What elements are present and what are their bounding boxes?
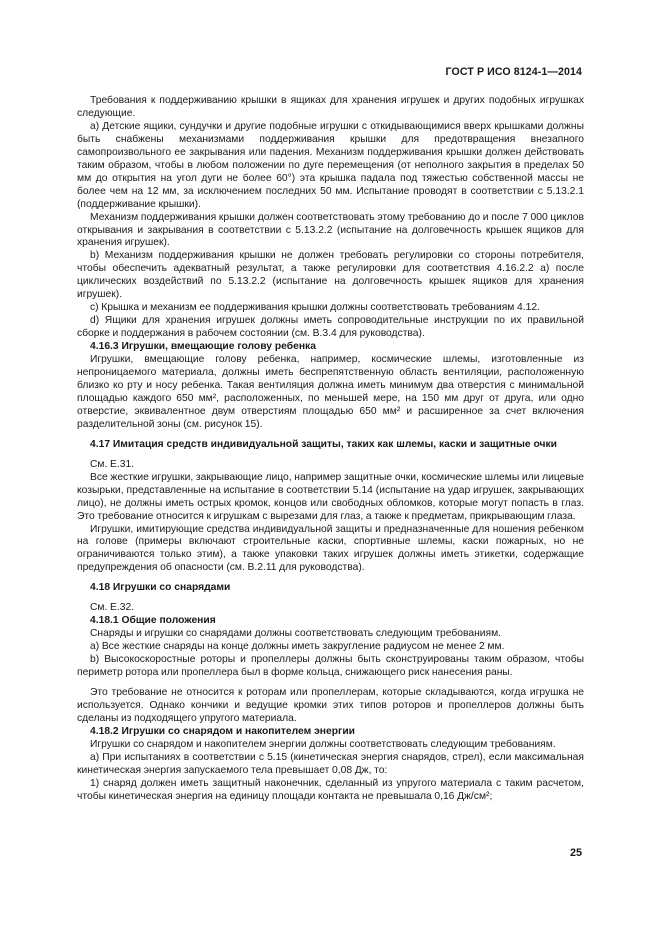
paragraph: Игрушки, имитирующие средства индивидуальной защиты и предназначенные для ношения ребенком на голове (примеры включают строительные каски, спортивные шлемы, каски пожарных, но не ограничиваются только этим), а также упаковки таких игрушек должны иметь этикетки, содержащие предупреждения об опасности (см. В.2.11 для руководства). (77, 523, 584, 574)
list-item-a: а) Все жесткие снаряды на конце должны иметь закругление радиусом не менее 2 мм. (90, 641, 505, 653)
page-body (77, 95, 584, 804)
list-item-c: с) Крышка и механизм ее поддерживания крышки должны соответствовать требованиям 4.12. (90, 302, 540, 314)
paragraph: Это требование не относится к роторам или пропеллерам, которые складываются, когда игрушка не используется. Однако кончики и ведущие кромки этих типов роторов и пропеллеров должны быть сделаны из подходящего упругого материала. (77, 686, 584, 724)
paragraph: Механизм поддерживания крышки должен соответствовать этому требованию до и после 7 000 циклов открывания и закрывания в соответствии с 5.13.2.2 (испытание на долговечность крышек ящиков для хранения игрушек). (77, 211, 584, 249)
cross-reference: См. Е.32. (90, 602, 135, 614)
paragraph: Требования к поддерживанию крышки в ящиках для хранения игрушек и других подобных игрушках следующие. (77, 95, 584, 119)
list-item-d: d) Ящики для хранения игрушек должны иметь сопроводительные инструкции по их правильной сборке и поддержания в рабочем состоянии (см. В.3.4 для руководства). (77, 315, 584, 340)
paragraph: Снаряды и игрушки со снарядами должны соответствовать следующим требованиям. (90, 628, 502, 640)
list-item-b: b) Высокоскоростные роторы и пропеллеры должны быть сконструированы таким образом, чтобы периметр ротора или пропеллера был в форме кольца, снижающего риск нанесения раны. (77, 654, 584, 679)
paragraph: Все жесткие игрушки, закрывающие лицо, например защитные очки, космические шлемы или лицевые козырьки, представленные на испытание в соответствии 5.14 (испытание на удар игрушек, закрывающих лицо), не должны иметь острых кромок, концов или свободных обломков, которые могут попасть в глаз. Это требование относится к игрушкам с вырезами для глаз, а также к предметам, прикрывающим глаза. (77, 471, 584, 522)
section-heading-4-18: 4.18 Игрушки со снарядами (90, 582, 231, 594)
paragraph: Игрушки со снарядом и накопителем энергии должны соответствовать следующим требованиям. (90, 738, 556, 750)
section-heading-4-17: 4.17 Имитация средств индивидуальной защиты, таких как шлемы, каски и защитные очки (90, 438, 558, 450)
cross-reference: См. Е.31. (90, 458, 135, 470)
numbered-item-1: 1) снаряд должен иметь защитный наконечник, сделанный из упругого материала с таким расчетом, чтобы кинетическая энергия на единицу площади контакта не превышала 0,16 Дж/см²; (77, 777, 584, 802)
paragraph: Игрушки, вмещающие голову ребенка, например, космические шлемы, изготовленные из непроницаемого материала, должны иметь беспрепятственную область вентиляции, расположенную близко ко рту и носу ребенка. Такая вентиляция должна иметь минимум два отверстия с минимальной площадью каждого 650 мм², расположенных, по меньшей мере, на 150 мм друг от друга, или одно отверстие, эквивалентное двум отверстиям площадью 650 мм² и расширенное за счет включения разделительной зоны (см. рисунок 15). (77, 354, 584, 430)
subsection-heading-4-18-1: 4.18.1 Общие положения (90, 615, 216, 627)
running-header-standard-code: ГОСТ Р ИСО 8124-1—2014 (445, 66, 582, 78)
subsection-heading-4-16-3: 4.16.3 Игрушки, вмещающие голову ребенка (90, 341, 316, 353)
list-item-b: b) Механизм поддерживания крышки не должен требовать регулировки со стороны потребителя, чтобы обеспечить адекватный результат, а также регулировки для соответствия 4.16.2.2 а) после циклических воздействий по 5.13.2.2 (испытание на долговечность крышек ящиков для хранения игрушек). (77, 250, 584, 301)
list-item-a: а) Детские ящики, сундучки и другие подобные игрушки с откидывающимися вверх крышками должны быть снабжены механизмами поддерживания крышки для предотвращения внезапного самопроизвольного ее закрывания или падения. Механизм поддерживания крышки должен действовать таким образом, чтобы в любом положении по дуге перемещения (от неполного закрытия в пределах 50 мм до открытия на угол дуги не более 60°) эта крышка падала под тяжестью собственной массы не более чем на 12 мм, за исключением последних 50 мм. Испытание проводят в соответствии с 5.13.2.1 (поддерживание крышки). (77, 120, 584, 210)
page-number: 25 (569, 847, 582, 859)
list-item-a: а) При испытаниях в соответствии с 5.15 (кинетическая энергия снарядов, стрел), если максимальная кинетическая энергия запускаемого тела превышает 0,08 Дж, то: (77, 751, 584, 776)
subsection-heading-4-18-2: 4.18.2 Игрушки со снарядом и накопителем энергии (90, 725, 355, 737)
